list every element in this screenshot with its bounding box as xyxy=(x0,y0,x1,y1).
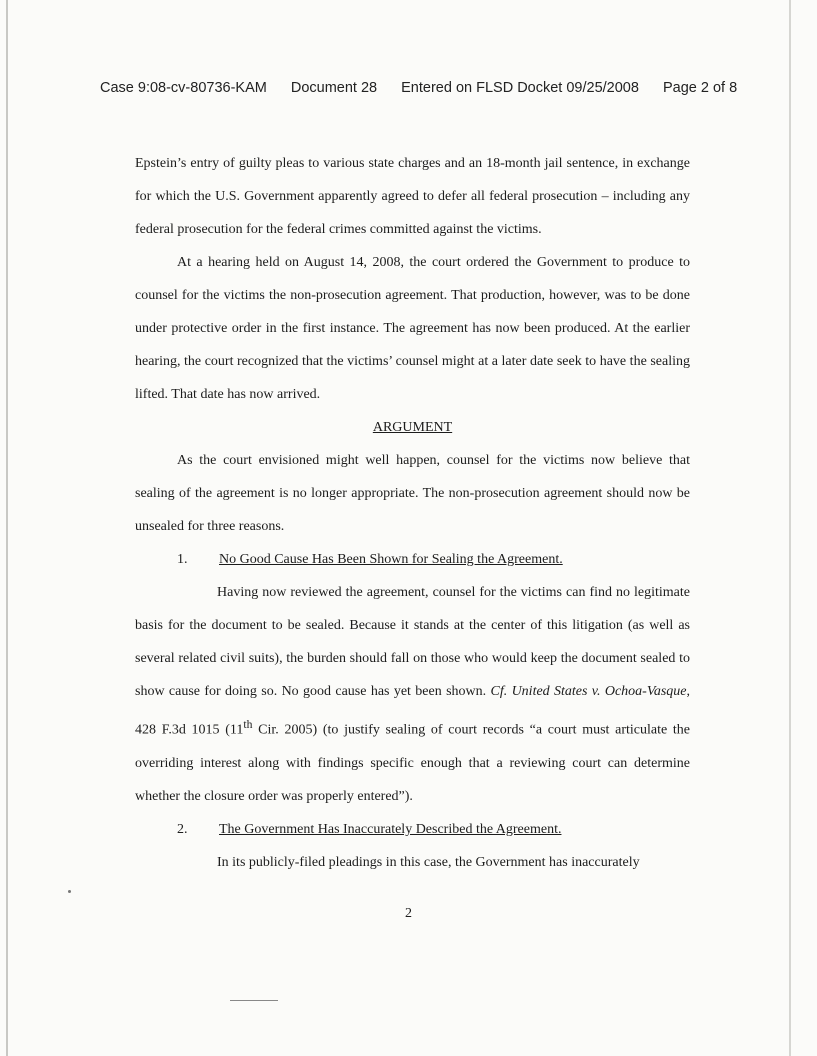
paragraph-good-cause xyxy=(135,576,690,813)
document-number: Document 28 xyxy=(290,80,378,96)
paragraph-continued: Epstein’s entry of guilty pleas to various state charges and an 18-month jail sentence, in exchange for which the U.S. Government apparently agreed to defer all federal prosecution – including any federal prosecution for the federal crimes committed against the victims. xyxy=(135,156,690,237)
citation-superscript: th xyxy=(243,718,253,731)
paragraph-hearing: At a hearing held on August 14, 2008, the court ordered the Government to produce to counsel for the victims the non-prosecution agreement. That production, however, was to be done under protective order in the first instance. The agreement has now been produced. At the earlier hearing, the court recognized that the victims’ counsel might at a later date seek to have the sealing lifted. That date has now arrived. xyxy=(135,255,690,402)
section-title-1: No Good Cause Has Been Shown for Sealing the Agreement. xyxy=(219,552,563,567)
scan-speck xyxy=(68,890,71,893)
section-number-2: 2. xyxy=(177,821,188,837)
docket-header xyxy=(100,80,738,96)
paragraph-argument-intro: As the court envisioned might well happen, counsel for the victims now believe that sealing of the agreement is no longer appropriate. The non-prosecution agreement should now be unsealed for three reasons. xyxy=(135,453,690,534)
argument-heading xyxy=(135,411,690,444)
section-heading-1 xyxy=(135,543,690,576)
paragraph-inaccurate: In its publicly-filed pleadings in this case, the Government has inaccurately xyxy=(217,854,640,870)
citation-reporter: , 428 F.3d 1015 (11 xyxy=(135,684,690,738)
scan-right-edge xyxy=(789,0,791,1056)
page-number: 2 xyxy=(405,906,412,921)
page-of-total: Page 2 of 8 xyxy=(662,80,738,96)
section-number-1: 1. xyxy=(177,552,188,567)
section-title-2: The Government Has Inaccurately Described the Agreement. xyxy=(219,821,562,837)
argument-heading-text: ARGUMENT xyxy=(372,420,453,435)
section-heading-2 xyxy=(135,813,690,846)
scan-mark xyxy=(230,1000,278,1001)
good-cause-text: Having now reviewed the agreement, counsel for the victims can find no legitimate basis for the document to be sealed. Because it stands at the center of this litigation (as well as several related civil suits), the burden should fall on those who would keep the document sealed to show cause for doing so. No good cause has yet been shown. xyxy=(135,585,690,699)
case-number: Case 9:08-cv-80736-KAM xyxy=(100,80,267,96)
docket-entry: Entered on FLSD Docket 09/25/2008 xyxy=(401,80,639,96)
citation-parenthetical: Cir. 2005) (to justify sealing of court records “a court must articulate the overriding interest along with findings specific enough that a reviewing court can determine whether the closure order was properly entered”). xyxy=(135,722,690,804)
scan-left-edge xyxy=(6,0,8,1056)
case-citation: Cf. United States v. Ochoa-Vasque xyxy=(490,684,687,699)
document-body xyxy=(135,147,690,879)
